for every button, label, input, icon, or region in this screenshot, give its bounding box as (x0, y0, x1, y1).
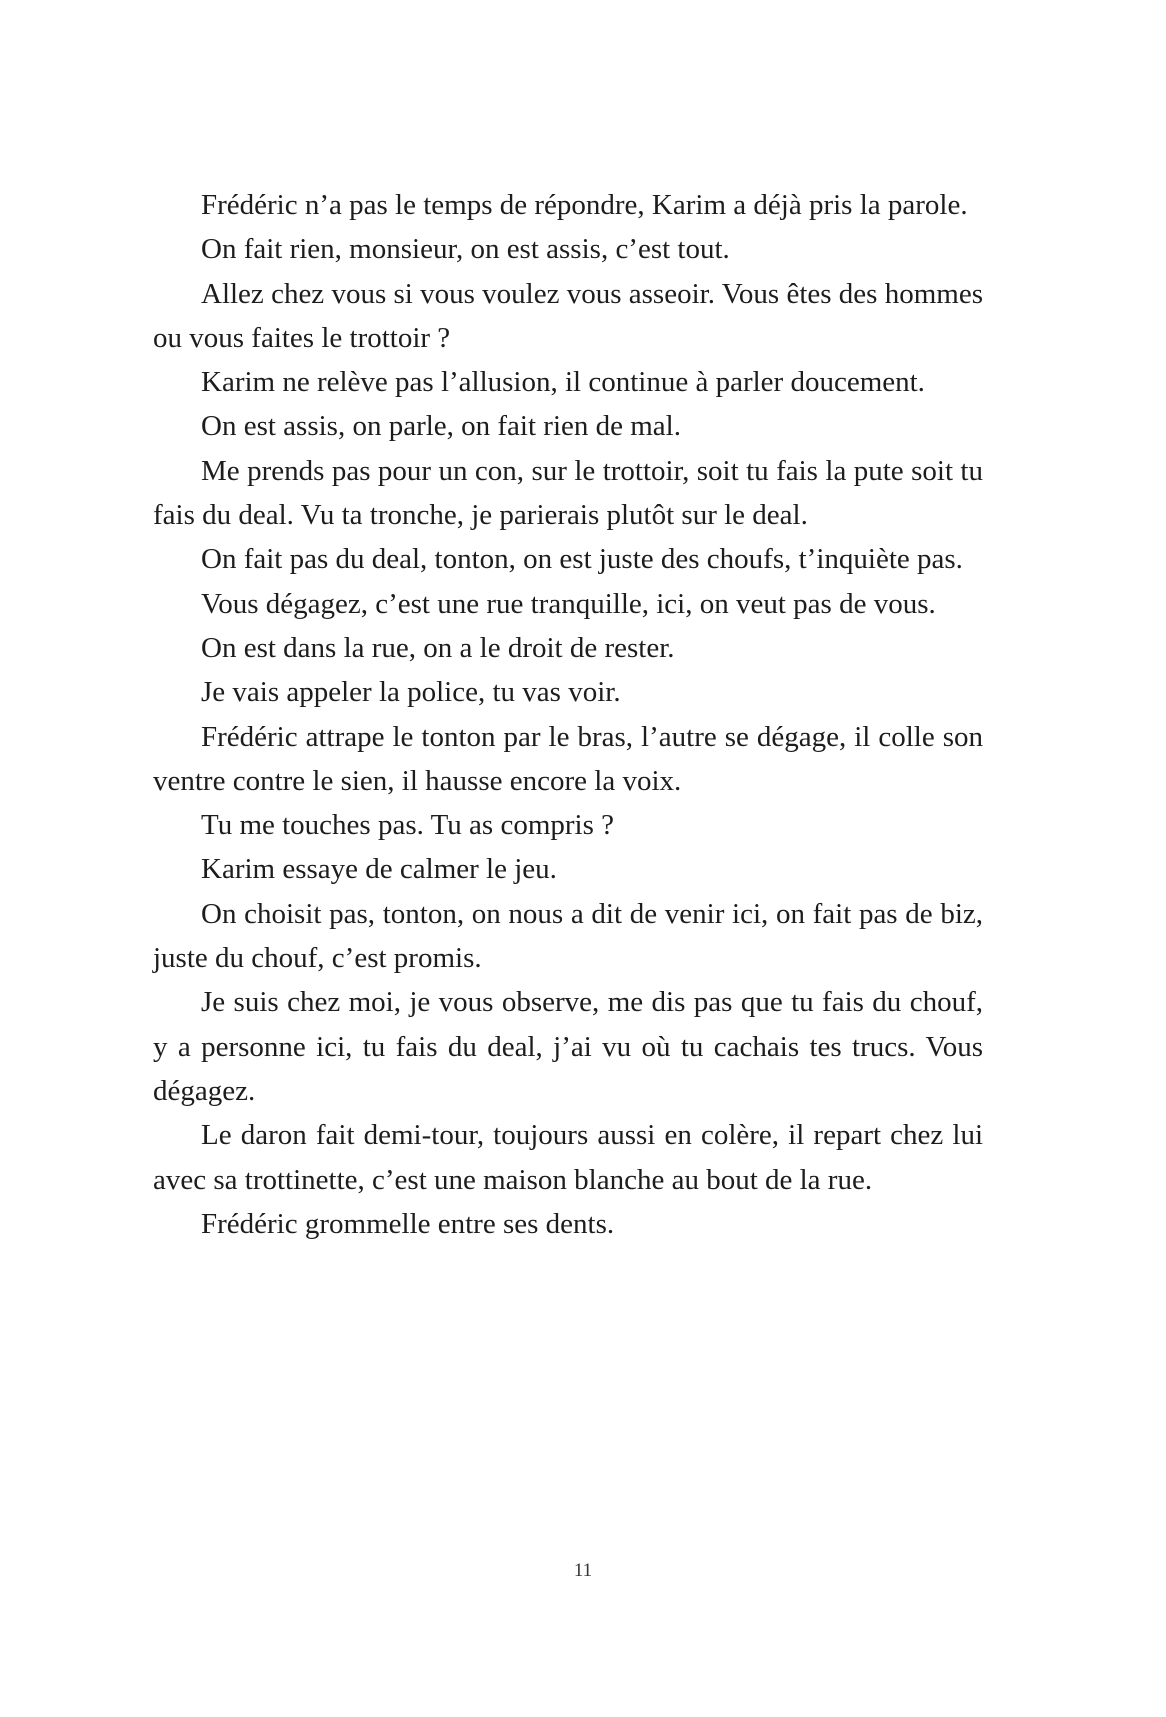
paragraph: On fait pas du deal, tonton, on est juste des choufs, t’inquiète pas. (201, 543, 963, 576)
paragraph: Le daron fait demi-tour, toujours aussi en colère, il repart chez lui avec sa trottinette, c’est une maison blanche au bout de la rue. (153, 1119, 983, 1196)
paragraph: Frédéric grommelle entre ses dents. (201, 1207, 615, 1240)
paragraph: On fait rien, monsieur, on est assis, c’est tout. (201, 233, 730, 266)
paragraph: Tu me touches pas. Tu as compris ? (201, 809, 614, 842)
page-number: 11 (573, 1560, 593, 1581)
paragraph: Vous dégagez, c’est une rue tranquille, ici, on veut pas de vous. (201, 587, 936, 620)
paragraph: Je vais appeler la police, tu vas voir. (201, 676, 621, 709)
body-text (153, 183, 983, 1246)
paragraph: Me prends pas pour un con, sur le trottoir, soit tu fais la pute soit tu fais du deal. Vu ta tronche, je parierais plutôt sur le deal. (153, 454, 983, 532)
paragraph: Je suis chez moi, je vous observe, me dis pas que tu fais du chouf, y a personne ici, tu fais du deal, j’ai vu où tu cachais tes trucs. Vous dégagez. (153, 986, 983, 1107)
paragraph: Karim ne relève pas l’allusion, il continue à parler doucement. (201, 366, 925, 399)
paragraph: On est assis, on parle, on fait rien de mal. (201, 410, 681, 443)
paragraph: Allez chez vous si vous voulez vous asseoir. Vous êtes des hommes ou vous faites le trottoir ? (153, 277, 983, 354)
paragraph: On choisit pas, tonton, on nous a dit de venir ici, on fait pas de biz, juste du chouf, c’est promis. (153, 897, 983, 975)
paragraph: Karim essaye de calmer le jeu. (201, 853, 557, 886)
paragraph: Frédéric attrape le tonton par le bras, l’autre se dégage, il colle son ventre contre le sien, il hausse encore la voix. (153, 720, 983, 797)
paragraph: Frédéric n’a pas le temps de répondre, Karim a déjà pris la parole. (201, 189, 968, 221)
paragraph: On est dans la rue, on a le droit de rester. (201, 631, 675, 664)
